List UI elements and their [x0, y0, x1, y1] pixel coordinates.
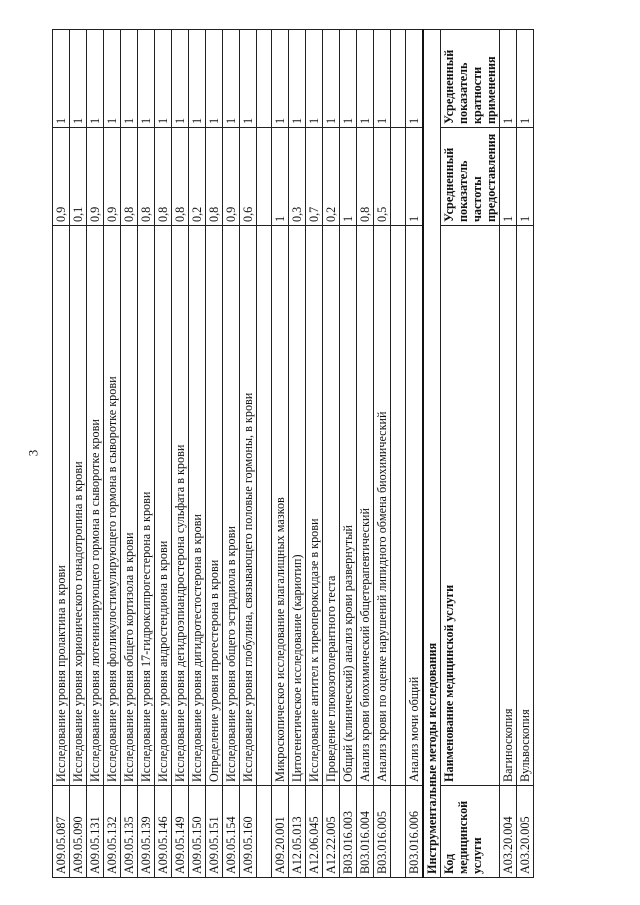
- service-name: Исследование уровня дегидроэпиандростерона сульфата в крови: [172, 226, 189, 786]
- service-name: Исследование уровня хорионического гонадотропина в крови: [70, 226, 87, 786]
- multiplicity-value: 1: [306, 30, 323, 128]
- header-multiplicity: Усредненный показатель кратности применения: [441, 30, 500, 128]
- rotated-page: [52, 30, 582, 878]
- multiplicity-value: 1: [517, 30, 534, 128]
- service-name: Исследование уровня глобулина, связывающего половые гормоны, в крови: [240, 226, 257, 786]
- service-code: A09.05.149: [172, 786, 189, 878]
- table-row: [223, 30, 240, 878]
- multiplicity-value: 1: [289, 30, 306, 128]
- frequency-value: 1: [517, 128, 534, 226]
- header-code: Код медицинской услуги: [441, 786, 500, 878]
- table-row: [172, 30, 189, 878]
- frequency-value: 1: [500, 128, 517, 226]
- spacer-cell: [391, 786, 406, 878]
- spacer-row: [391, 30, 406, 878]
- section-title-row: [423, 30, 441, 878]
- frequency-value: 0,8: [172, 128, 189, 226]
- multiplicity-value: 1: [87, 30, 104, 128]
- multiplicity-value: 1: [340, 30, 357, 128]
- table-row: [240, 30, 257, 878]
- service-name: Исследование уровня андростендиона в крови: [155, 226, 172, 786]
- table-header-row: [441, 30, 500, 878]
- service-name: Исследование уровня лютеинизирующего гормона в сыворотке крови: [87, 226, 104, 786]
- table-row: [121, 30, 138, 878]
- table-row: [206, 30, 223, 878]
- table-row: [70, 30, 87, 878]
- service-name: Общий (клинический) анализ крови развернутый: [340, 226, 357, 786]
- multiplicity-value: 1: [323, 30, 340, 128]
- service-code: B03.016.005: [374, 786, 391, 878]
- header-name: Наименование медицинской услуги: [441, 226, 500, 786]
- frequency-value: 0,8: [357, 128, 374, 226]
- service-code: A12.22.005: [323, 786, 340, 878]
- service-name: Исследование уровня фолликулостимулирующего гормона в сыворотке крови: [104, 226, 121, 786]
- frequency-value: 0,9: [53, 128, 70, 226]
- service-code: A09.05.090: [70, 786, 87, 878]
- table-row: [289, 30, 306, 878]
- table-row: [323, 30, 340, 878]
- service-name: Микроскопическое исследование влагалищных мазков: [272, 226, 289, 786]
- multiplicity-value: 1: [272, 30, 289, 128]
- section-title: Инструментальные методы исследования: [423, 30, 441, 878]
- frequency-value: 0,9: [104, 128, 121, 226]
- table-row: [500, 30, 517, 878]
- multiplicity-value: 1: [121, 30, 138, 128]
- frequency-value: 0,2: [189, 128, 206, 226]
- service-name: Исследование уровня пролактина в крови: [53, 226, 70, 786]
- service-name: Проведение глюкозотолерантного теста: [323, 226, 340, 786]
- frequency-value: 1: [406, 128, 424, 226]
- frequency-value: 0,9: [223, 128, 240, 226]
- frequency-value: 0,7: [306, 128, 323, 226]
- multiplicity-value: 1: [406, 30, 424, 128]
- service-name: Анализ крови биохимический общетерапевтический: [357, 226, 374, 786]
- multiplicity-value: 1: [357, 30, 374, 128]
- spacer-cell: [391, 128, 406, 226]
- service-code: A09.05.160: [240, 786, 257, 878]
- service-code: B03.016.004: [357, 786, 374, 878]
- service-name: Исследование уровня дигидротестостерона в крови: [189, 226, 206, 786]
- table-row: [374, 30, 391, 878]
- frequency-value: 0,6: [240, 128, 257, 226]
- frequency-value: 0,8: [121, 128, 138, 226]
- spacer-cell: [257, 786, 272, 878]
- service-name: Анализ крови по оценке нарушений липидного обмена биохимический: [374, 226, 391, 786]
- service-name: Цитогенетическое исследование (кариотип): [289, 226, 306, 786]
- table-row: [272, 30, 289, 878]
- multiplicity-value: 1: [70, 30, 87, 128]
- multiplicity-value: 1: [374, 30, 391, 128]
- multiplicity-value: 1: [172, 30, 189, 128]
- multiplicity-value: 1: [189, 30, 206, 128]
- spacer-cell: [257, 226, 272, 786]
- frequency-value: 0,2: [323, 128, 340, 226]
- frequency-value: 0,5: [374, 128, 391, 226]
- frequency-value: 0,3: [289, 128, 306, 226]
- service-code: A09.05.131: [87, 786, 104, 878]
- spacer-cell: [391, 226, 406, 786]
- frequency-value: 0,8: [138, 128, 155, 226]
- table-row: [517, 30, 534, 878]
- frequency-value: 0,9: [87, 128, 104, 226]
- service-code: A09.20.001: [272, 786, 289, 878]
- service-code: A12.05.013: [289, 786, 306, 878]
- lab-tests-rows: [53, 30, 424, 878]
- frequency-value: 1: [340, 128, 357, 226]
- multiplicity-value: 1: [240, 30, 257, 128]
- service-name: Исследование антител к тиреопероксидазе в крови: [306, 226, 323, 786]
- spacer-row: [257, 30, 272, 878]
- spacer-cell: [391, 30, 406, 128]
- frequency-value: 0,8: [155, 128, 172, 226]
- service-name: Определение уровня прогестерона в крови: [206, 226, 223, 786]
- instrumental-rows: [500, 30, 534, 878]
- table-row: [406, 30, 424, 878]
- multiplicity-value: 1: [53, 30, 70, 128]
- frequency-value: 0,8: [206, 128, 223, 226]
- service-code: A09.05.139: [138, 786, 155, 878]
- service-code: A03.20.004: [500, 786, 517, 878]
- service-name: Исследование уровня общего кортизола в крови: [121, 226, 138, 786]
- page-number: 3: [25, 449, 41, 457]
- service-name: Вагиноскопия: [500, 226, 517, 786]
- instrumental-section: [423, 30, 500, 878]
- services-table: [52, 29, 534, 878]
- table-row: [87, 30, 104, 878]
- table-row: [138, 30, 155, 878]
- multiplicity-value: 1: [155, 30, 172, 128]
- service-code: A09.05.146: [155, 786, 172, 878]
- service-code: B03.016.003: [340, 786, 357, 878]
- service-name: Анализ мочи общий: [406, 226, 424, 786]
- service-code: A09.05.135: [121, 786, 138, 878]
- multiplicity-value: 1: [223, 30, 240, 128]
- service-name: Исследование уровня 17-гидроксипрогестерона в крови: [138, 226, 155, 786]
- table-row: [340, 30, 357, 878]
- frequency-value: 1: [272, 128, 289, 226]
- multiplicity-value: 1: [138, 30, 155, 128]
- service-code: A09.05.087: [53, 786, 70, 878]
- service-code: A09.05.151: [206, 786, 223, 878]
- multiplicity-value: 1: [104, 30, 121, 128]
- table-row: [306, 30, 323, 878]
- service-name: Вульвоскопия: [517, 226, 534, 786]
- frequency-value: 0,1: [70, 128, 87, 226]
- table-row: [357, 30, 374, 878]
- table-row: [155, 30, 172, 878]
- service-code: A09.05.150: [189, 786, 206, 878]
- multiplicity-value: 1: [206, 30, 223, 128]
- service-name: Исследование уровня общего эстрадиола в крови: [223, 226, 240, 786]
- header-frequency: Усредненный показатель частоты предоставления: [441, 128, 500, 226]
- table-row: [104, 30, 121, 878]
- table-row: [189, 30, 206, 878]
- service-code: A12.06.045: [306, 786, 323, 878]
- multiplicity-value: 1: [500, 30, 517, 128]
- service-code: A09.05.154: [223, 786, 240, 878]
- service-code: B03.016.006: [406, 786, 424, 878]
- service-code: A09.05.132: [104, 786, 121, 878]
- table-row: [53, 30, 70, 878]
- spacer-cell: [257, 128, 272, 226]
- service-code: A03.20.005: [517, 786, 534, 878]
- spacer-cell: [257, 30, 272, 128]
